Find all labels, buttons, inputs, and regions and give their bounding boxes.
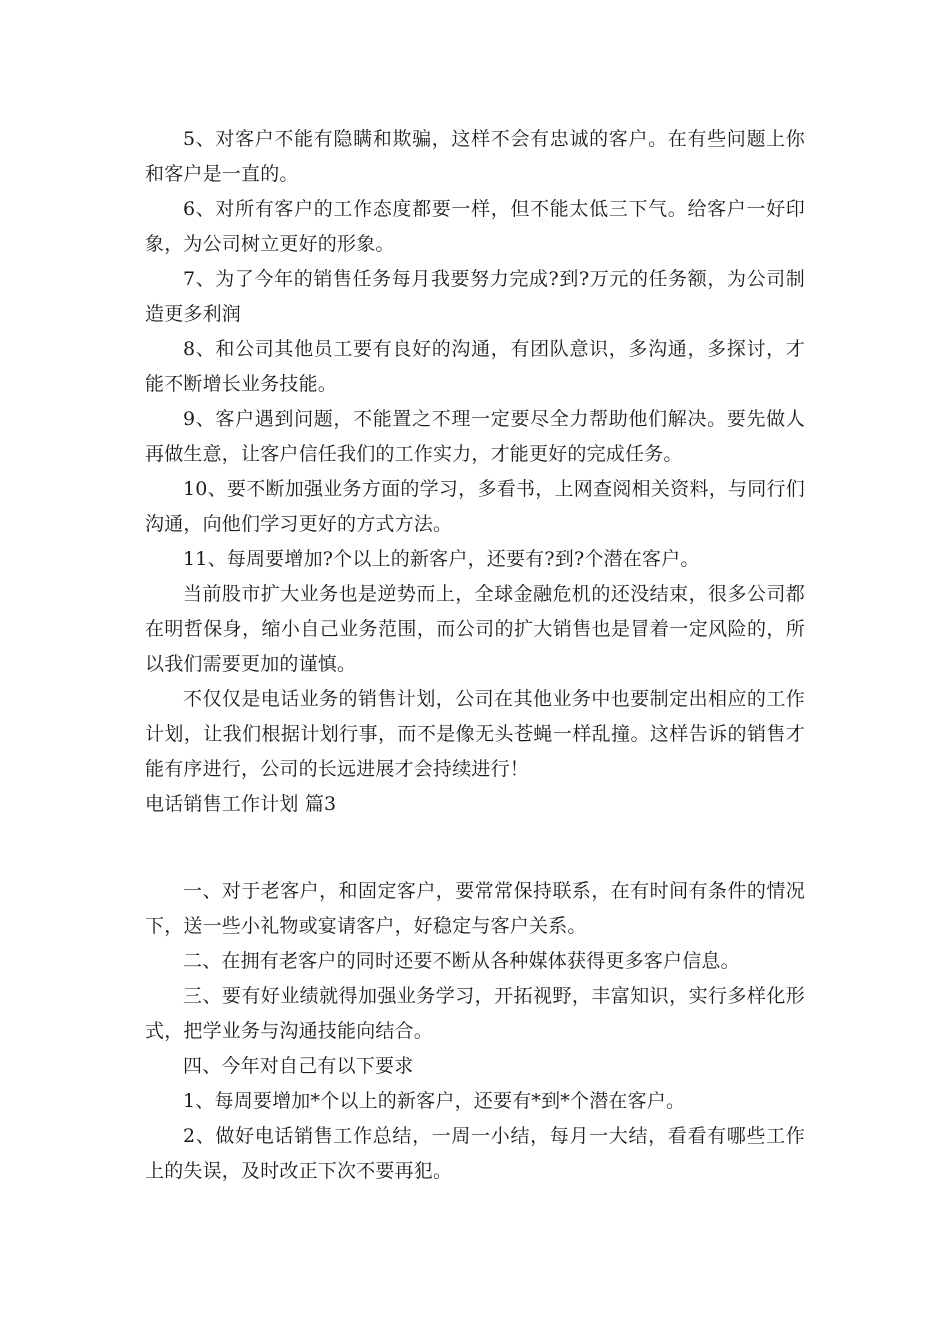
paragraph-item-6: 6、对所有客户的工作态度都要一样，但不能太低三下气。给客户一好印象，为公司树立更好的形象。 xyxy=(145,198,805,255)
paragraph-point-3: 三、要有好业绩就得加强业务学习，开拓视野，丰富知识，实行多样化形式，把学业务与沟通技能向结合。 xyxy=(145,985,805,1042)
section-title: 电话销售工作计划 篇3 xyxy=(145,793,337,815)
paragraph-item-9: 9、客户遇到问题，不能置之不理一定要尽全力帮助他们解决。要先做人再做生意，让客户信任我们的工作实力，才能更好的完成任务。 xyxy=(145,408,805,465)
paragraph-item-5: 5、对客户不能有隐瞒和欺骗，这样不会有忠诚的客户。在有些问题上你和客户是一直的。 xyxy=(145,128,805,185)
paragraph-requirement-1: 1、每周要增加*个以上的新客户，还要有*到*个潜在客户。 xyxy=(183,1090,686,1112)
paragraph-requirement-2: 2、做好电话销售工作总结，一周一小结，每月一大结，看看有哪些工作上的失误，及时改正下次不要再犯。 xyxy=(145,1125,805,1182)
paragraph-item-8: 8、和公司其他员工要有良好的沟通，有团队意识，多沟通，多探讨，才能不断增长业务技能。 xyxy=(145,338,805,395)
paragraph-item-7: 7、为了今年的销售任务每月我要努力完成?到?万元的任务额，为公司制造更多利润 xyxy=(145,268,805,325)
paragraph-conclusion: 不仅仅是电话业务的销售计划，公司在其他业务中也要制定出相应的工作计划，让我们根据计划行事，而不是像无头苍蝇一样乱撞。这样告诉的销售才能有序进行，公司的长远进展才会持续进行！ xyxy=(145,688,805,780)
paragraph-point-1: 一、对于老客户，和固定客户，要常常保持联系，在有时间有条件的情况下，送一些小礼物或宴请客户，好稳定与客户关系。 xyxy=(145,880,805,937)
document-body xyxy=(145,122,805,1189)
paragraph-point-2: 二、在拥有老客户的同时还要不断从各种媒体获得更多客户信息。 xyxy=(183,950,740,972)
section-spacer xyxy=(145,822,805,874)
paragraph-market-context: 当前股市扩大业务也是逆势而上，全球金融危机的还没结束，很多公司都在明哲保身，缩小自己业务范围，而公司的扩大销售也是冒着一定风险的，所以我们需要更加的谨慎。 xyxy=(145,583,805,675)
paragraph-item-10: 10、要不断加强业务方面的学习，多看书，上网查阅相关资料，与同行们沟通，向他们学习更好的方式方法。 xyxy=(145,478,805,535)
paragraph-point-4: 四、今年对自己有以下要求 xyxy=(183,1055,414,1077)
paragraph-item-11: 11、每周要增加?个以上的新客户，还要有?到?个潜在客户。 xyxy=(183,548,700,570)
